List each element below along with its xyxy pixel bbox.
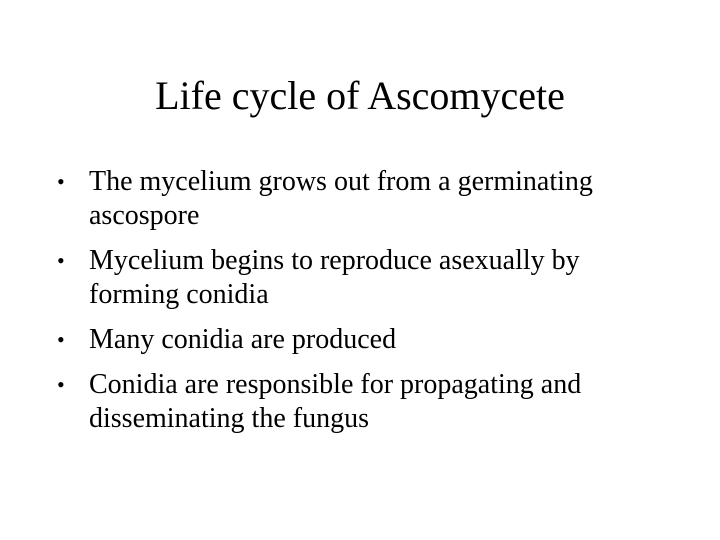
bullet-text: Many conidia are produced <box>89 324 397 355</box>
bullet-list <box>54 165 674 447</box>
bullet-dot-icon: • <box>57 169 65 194</box>
bullet-item <box>54 244 674 312</box>
bullet-text: Conidia are responsible for propagating and disseminating the fungus <box>89 369 582 434</box>
bullet-dot-icon: • <box>57 327 65 352</box>
bullet-dot-icon: • <box>57 372 65 397</box>
bullet-dot-icon: • <box>57 248 65 273</box>
bullet-item <box>54 323 674 357</box>
bullet-item <box>54 368 674 436</box>
bullet-text: Mycelium begins to reproduce asexually by forming conidia <box>89 245 580 310</box>
bullet-text: The mycelium grows out from a germinating ascospore <box>89 166 593 231</box>
slide-title: Life cycle of Ascomycete <box>155 73 565 118</box>
bullet-item <box>54 165 674 233</box>
